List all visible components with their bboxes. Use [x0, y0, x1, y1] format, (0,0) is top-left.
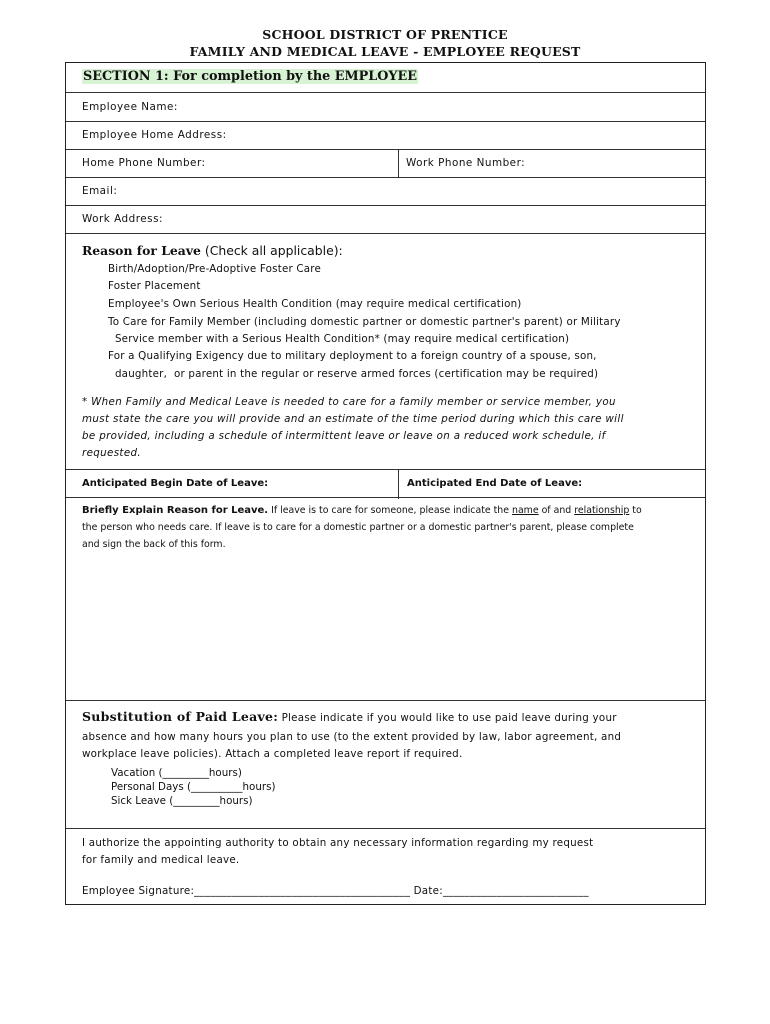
- substitution-line-3: workplace leave policies). Attach a completed leave report if required.: [82, 748, 463, 760]
- dates-row: [66, 469, 705, 498]
- explain-heading: Briefly Explain Reason for Leave.: [82, 505, 269, 516]
- email-label: Email:: [82, 185, 118, 197]
- care-note-line: be provided, including a schedule of intermittent leave or leave on a reduced work schedule, if: [82, 430, 606, 442]
- home-phone-label[interactable]: Home Phone Number:: [82, 157, 206, 169]
- sick-leave-hours-field[interactable]: Sick Leave (_________hours): [111, 795, 253, 807]
- phone-divider: [398, 150, 399, 178]
- home-address-label: Employee Home Address:: [82, 129, 227, 141]
- explain-line-3: and sign the back of this form.: [82, 539, 226, 550]
- reason-title-rest: (Check all applicable):: [200, 243, 343, 258]
- signature-date-field[interactable]: Date:___________________________: [410, 885, 589, 897]
- care-note-line: must state the care you will provide and an estimate of the time period during which this care will: [82, 413, 624, 425]
- begin-date-label[interactable]: Anticipated Begin Date of Leave:: [82, 478, 269, 489]
- substitution-heading: Substitution of Paid Leave:: [82, 709, 279, 724]
- signature-line: [82, 885, 589, 897]
- substitution-line-1: [82, 709, 617, 724]
- reason-option-exigency[interactable]: For a Qualifying Exigency due to military deployment to a foreign country of a spouse, son,: [108, 350, 597, 362]
- reason-title-bold: Reason for Leave: [82, 243, 201, 258]
- relationship-underlined: relationship: [574, 505, 630, 516]
- dates-divider: [398, 470, 399, 499]
- work-phone-label[interactable]: Work Phone Number:: [406, 157, 526, 169]
- care-note-line: * When Family and Medical Leave is needed to care for a family member or service member, you: [82, 396, 616, 408]
- reason-option-exigency-cont: daughter, or parent in the regular or reserve armed forces (certification may be required): [108, 368, 599, 380]
- work-address-row[interactable]: [66, 206, 705, 234]
- home-address-row[interactable]: [66, 122, 705, 150]
- reason-option-family-care[interactable]: To Care for Family Member (including domestic partner or domestic partner's parent) or Military: [108, 316, 621, 328]
- explain-text: of and: [538, 505, 575, 516]
- explain-text: If leave is to care for someone, please indicate the: [268, 505, 512, 516]
- substitution-box: [66, 701, 705, 829]
- reason-option-foster-placement[interactable]: Foster Placement: [108, 280, 201, 292]
- employee-name-label: Employee Name:: [82, 101, 178, 113]
- phone-row: [66, 150, 705, 178]
- explain-line-1: [82, 505, 642, 516]
- personal-days-hours-field[interactable]: Personal Days (__________hours): [111, 781, 276, 793]
- reason-option-own-health[interactable]: Employee's Own Serious Health Condition (may require medical certification): [108, 298, 522, 310]
- reason-option-family-care-cont: Service member with a Serious Health Condition* (may require medical certification): [108, 333, 570, 345]
- leave-request-form: [65, 62, 706, 905]
- employee-name-row[interactable]: [66, 93, 705, 122]
- authorization-line-2: for family and medical leave.: [82, 854, 240, 866]
- section-heading-row: [66, 63, 705, 93]
- section-heading: SECTION 1: For completion by the EMPLOYEE: [83, 69, 418, 84]
- explain-text: to: [629, 505, 642, 516]
- explain-line-2: the person who needs care. If leave is to care for a domestic partner or a domestic partner's parent, please complete: [82, 522, 634, 533]
- end-date-label[interactable]: Anticipated End Date of Leave:: [407, 478, 583, 489]
- work-address-label: Work Address:: [82, 213, 163, 225]
- employee-signature-field[interactable]: Employee Signature:________________________________________: [82, 885, 411, 897]
- substitution-text: Please indicate if you would like to use paid leave during your: [278, 712, 617, 724]
- care-note-line: requested.: [82, 447, 142, 459]
- explain-reason-box[interactable]: [66, 498, 705, 701]
- reason-for-leave-heading: [82, 243, 343, 258]
- form-title-line2: FAMILY AND MEDICAL LEAVE - EMPLOYEE REQUEST: [189, 44, 581, 59]
- form-title-line1: SCHOOL DISTRICT OF PRENTICE: [262, 27, 508, 42]
- email-row[interactable]: [66, 178, 705, 206]
- reason-option-birth-adoption[interactable]: Birth/Adoption/Pre-Adoptive Foster Care: [108, 263, 322, 275]
- name-underlined: name: [512, 505, 539, 516]
- vacation-hours-field[interactable]: Vacation (_________hours): [111, 767, 242, 779]
- substitution-line-2: absence and how many hours you plan to use (to the extent provided by law, labor agreement, and: [82, 731, 622, 743]
- authorization-line-1: I authorize the appointing authority to obtain any necessary information regarding my request: [82, 837, 594, 849]
